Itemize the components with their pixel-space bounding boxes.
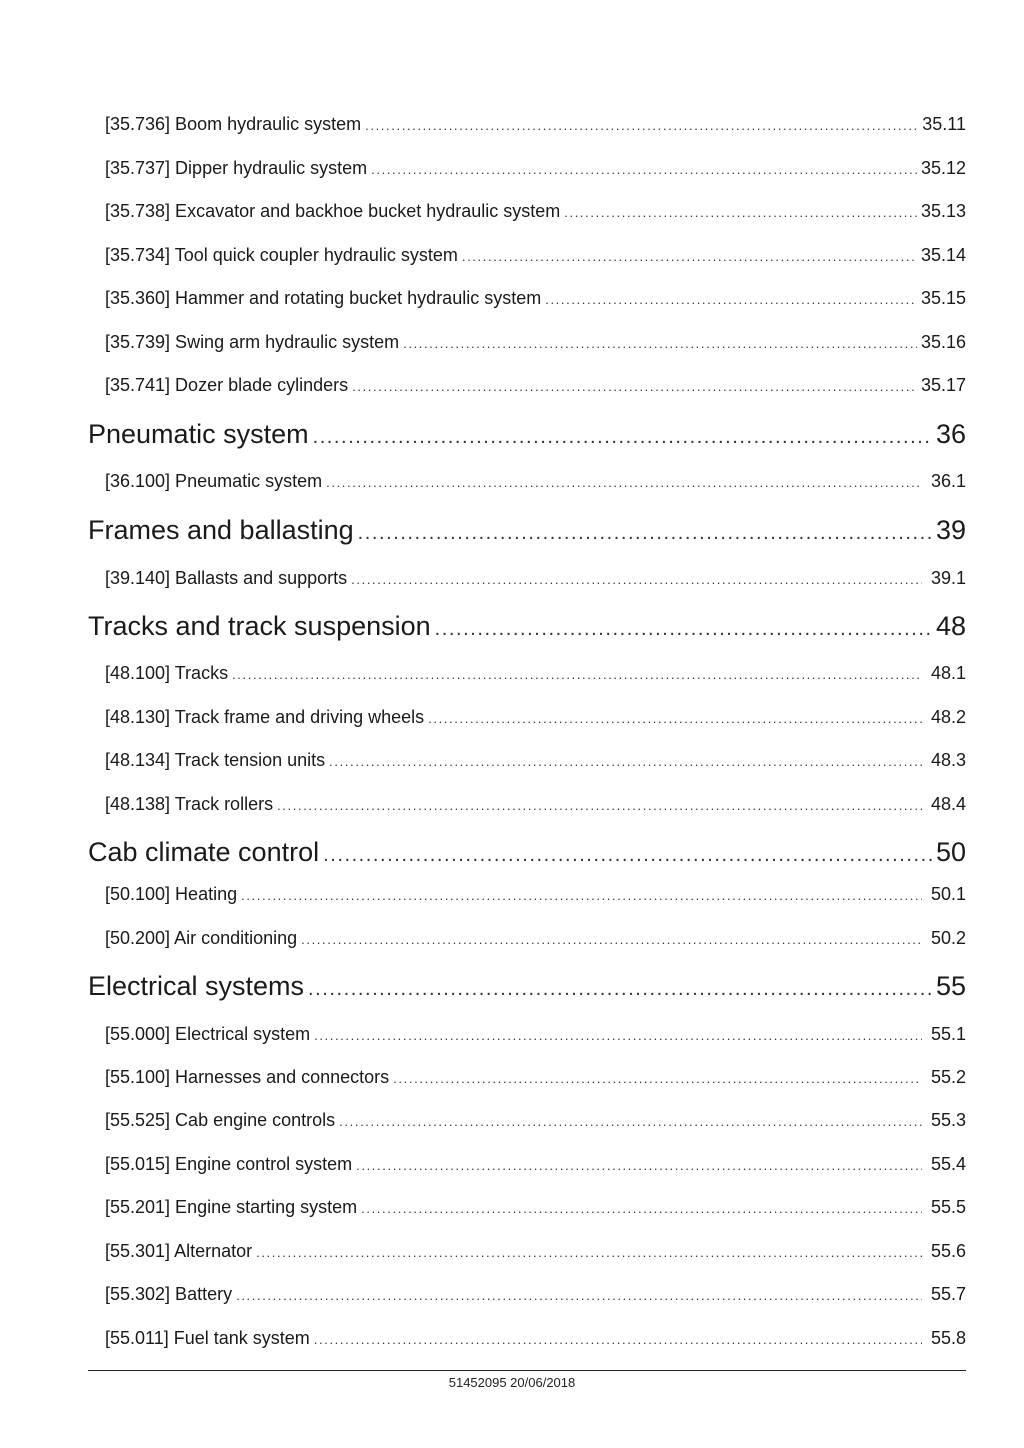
toc-entry-page: 35.11	[922, 114, 966, 134]
toc-entry[interactable]	[105, 926, 966, 950]
toc-entry-label: [35.738] Excavator and backhoe bucket hydraulic system	[105, 201, 561, 221]
toc-section-page: 50	[935, 837, 966, 867]
toc-section[interactable]	[88, 513, 966, 547]
toc-entry-page: 35.12	[920, 158, 966, 178]
toc-entry-label: [39.140] Ballasts and supports	[105, 568, 348, 588]
dot-leader	[545, 286, 917, 310]
toc-entry-label: [55.100] Harnesses and connectors	[105, 1067, 390, 1087]
toc-section-page: 36	[935, 419, 966, 449]
toc-section[interactable]	[88, 969, 966, 1003]
toc-entry-page: 35.16	[920, 332, 966, 352]
dot-leader	[301, 926, 922, 950]
toc-entry-page: 48.1	[930, 663, 966, 683]
toc-entry-page: 48.4	[930, 794, 966, 814]
dot-leader	[326, 469, 922, 493]
toc-entry-page: 48.2	[930, 707, 966, 727]
dot-leader	[352, 373, 917, 397]
toc-section-title: Pneumatic system	[88, 419, 309, 449]
dot-leader	[277, 792, 922, 816]
toc-section[interactable]	[88, 417, 966, 451]
toc-section-page: 39	[935, 515, 966, 545]
dot-leader	[365, 112, 918, 136]
toc-section-title: Tracks and track suspension	[88, 611, 431, 641]
toc-entry-label: [55.000] Electrical system	[105, 1024, 311, 1044]
dot-leader	[313, 417, 932, 451]
toc-entry-page: 35.13	[920, 201, 966, 221]
dot-leader	[329, 748, 922, 772]
toc-entry[interactable]	[105, 1022, 966, 1046]
dot-leader	[435, 609, 932, 643]
toc-section-page: 55	[935, 971, 966, 1001]
toc-entry[interactable]	[105, 1282, 966, 1306]
toc-entry-label: [55.301] Alternator	[105, 1241, 253, 1261]
toc-entry-page: 55.4	[930, 1154, 966, 1174]
toc-section-page: 48	[935, 611, 966, 641]
toc-entry-page: 50.2	[930, 928, 966, 948]
dot-leader	[371, 156, 917, 180]
toc-entry-label: [50.200] Air conditioning	[105, 928, 298, 948]
dot-leader	[256, 1239, 922, 1263]
dot-leader	[393, 1065, 922, 1089]
toc-entry-label: [48.134] Track tension units	[105, 750, 326, 770]
toc-section[interactable]	[88, 609, 966, 643]
toc-entry[interactable]	[105, 1065, 966, 1089]
toc-entry-page: 48.3	[930, 750, 966, 770]
dot-leader	[403, 330, 917, 354]
toc-entry-page: 35.17	[920, 375, 966, 395]
dot-leader	[428, 705, 922, 729]
toc-entry-label: [55.201] Engine starting system	[105, 1197, 358, 1217]
toc-entry[interactable]	[105, 1152, 966, 1176]
toc-entry-label: [48.100] Tracks	[105, 663, 229, 683]
toc-entry-label: [55.015] Engine control system	[105, 1154, 353, 1174]
dot-leader	[351, 566, 922, 590]
toc-entry[interactable]	[105, 1326, 966, 1350]
toc-entry[interactable]	[105, 373, 966, 397]
toc-entry-label: [35.741] Dozer blade cylinders	[105, 375, 349, 395]
toc-section-title: Cab climate control	[88, 837, 320, 867]
dot-leader	[236, 1282, 922, 1306]
toc-entry-label: [48.130] Track frame and driving wheels	[105, 707, 425, 727]
toc-entry[interactable]	[105, 330, 966, 354]
toc-entry[interactable]	[105, 286, 966, 310]
toc-entry-label: [48.138] Track rollers	[105, 794, 274, 814]
dot-leader	[323, 835, 932, 869]
footer-doc-id: 51452095 20/06/2018	[448, 1375, 576, 1390]
toc-entry[interactable]	[105, 243, 966, 267]
dot-leader	[358, 513, 932, 547]
toc-entry-page: 36.1	[930, 471, 966, 491]
dot-leader	[361, 1195, 922, 1219]
dot-leader	[308, 969, 932, 1003]
toc-entry[interactable]	[105, 1195, 966, 1219]
dot-leader	[462, 243, 917, 267]
toc-entry-label: [36.100] Pneumatic system	[105, 471, 323, 491]
toc-entry-label: [35.736] Boom hydraulic system	[105, 114, 362, 134]
footer-rule	[88, 1370, 966, 1371]
toc-entry[interactable]	[105, 882, 966, 906]
toc-entry[interactable]	[105, 792, 966, 816]
toc-section-title: Frames and ballasting	[88, 515, 354, 545]
dot-leader	[564, 199, 917, 223]
toc-entry[interactable]	[105, 705, 966, 729]
toc-entry-page: 55.6	[930, 1241, 966, 1261]
toc-entry[interactable]	[105, 112, 966, 136]
toc-entry[interactable]	[105, 748, 966, 772]
toc-entry[interactable]	[105, 156, 966, 180]
toc-entry-page: 55.5	[930, 1197, 966, 1217]
dot-leader	[356, 1152, 922, 1176]
toc-entry[interactable]	[105, 469, 966, 493]
toc-entry-label: [35.739] Swing arm hydraulic system	[105, 332, 400, 352]
dot-leader	[232, 661, 922, 685]
toc-section-title: Electrical systems	[88, 971, 305, 1001]
toc-entry-label: [55.302] Battery	[105, 1284, 233, 1304]
dot-leader	[339, 1108, 922, 1132]
dot-leader	[314, 1326, 922, 1350]
toc-entry[interactable]	[105, 661, 966, 685]
toc-entry-label: [35.360] Hammer and rotating bucket hydraulic system	[105, 288, 542, 308]
dot-leader	[241, 882, 922, 906]
toc-entry-label: [55.011] Fuel tank system	[105, 1328, 310, 1348]
toc-entry[interactable]	[105, 1108, 966, 1132]
toc-entry-page: 55.2	[930, 1067, 966, 1087]
toc-entry-page: 35.14	[920, 245, 966, 265]
dot-leader	[314, 1022, 922, 1046]
toc-entry-page: 55.1	[930, 1024, 966, 1044]
toc-entry-page: 39.1	[930, 568, 966, 588]
toc-entry[interactable]	[105, 566, 966, 590]
toc-entry-label: [35.734] Tool quick coupler hydraulic system	[105, 245, 458, 265]
toc-entry-page: 55.7	[930, 1284, 966, 1304]
toc-entry-label: [50.100] Heating	[105, 884, 238, 904]
toc-entry[interactable]	[105, 199, 966, 223]
toc-entry-label: [55.525] Cab engine controls	[105, 1110, 336, 1130]
toc-section[interactable]	[88, 835, 966, 869]
toc-entry-page: 55.8	[930, 1328, 966, 1348]
toc-entry-page: 35.15	[920, 288, 966, 308]
toc-entry-page: 50.1	[930, 884, 966, 904]
toc-entry-page: 55.3	[930, 1110, 966, 1130]
toc-entry[interactable]	[105, 1239, 966, 1263]
toc-entry-label: [35.737] Dipper hydraulic system	[105, 158, 368, 178]
